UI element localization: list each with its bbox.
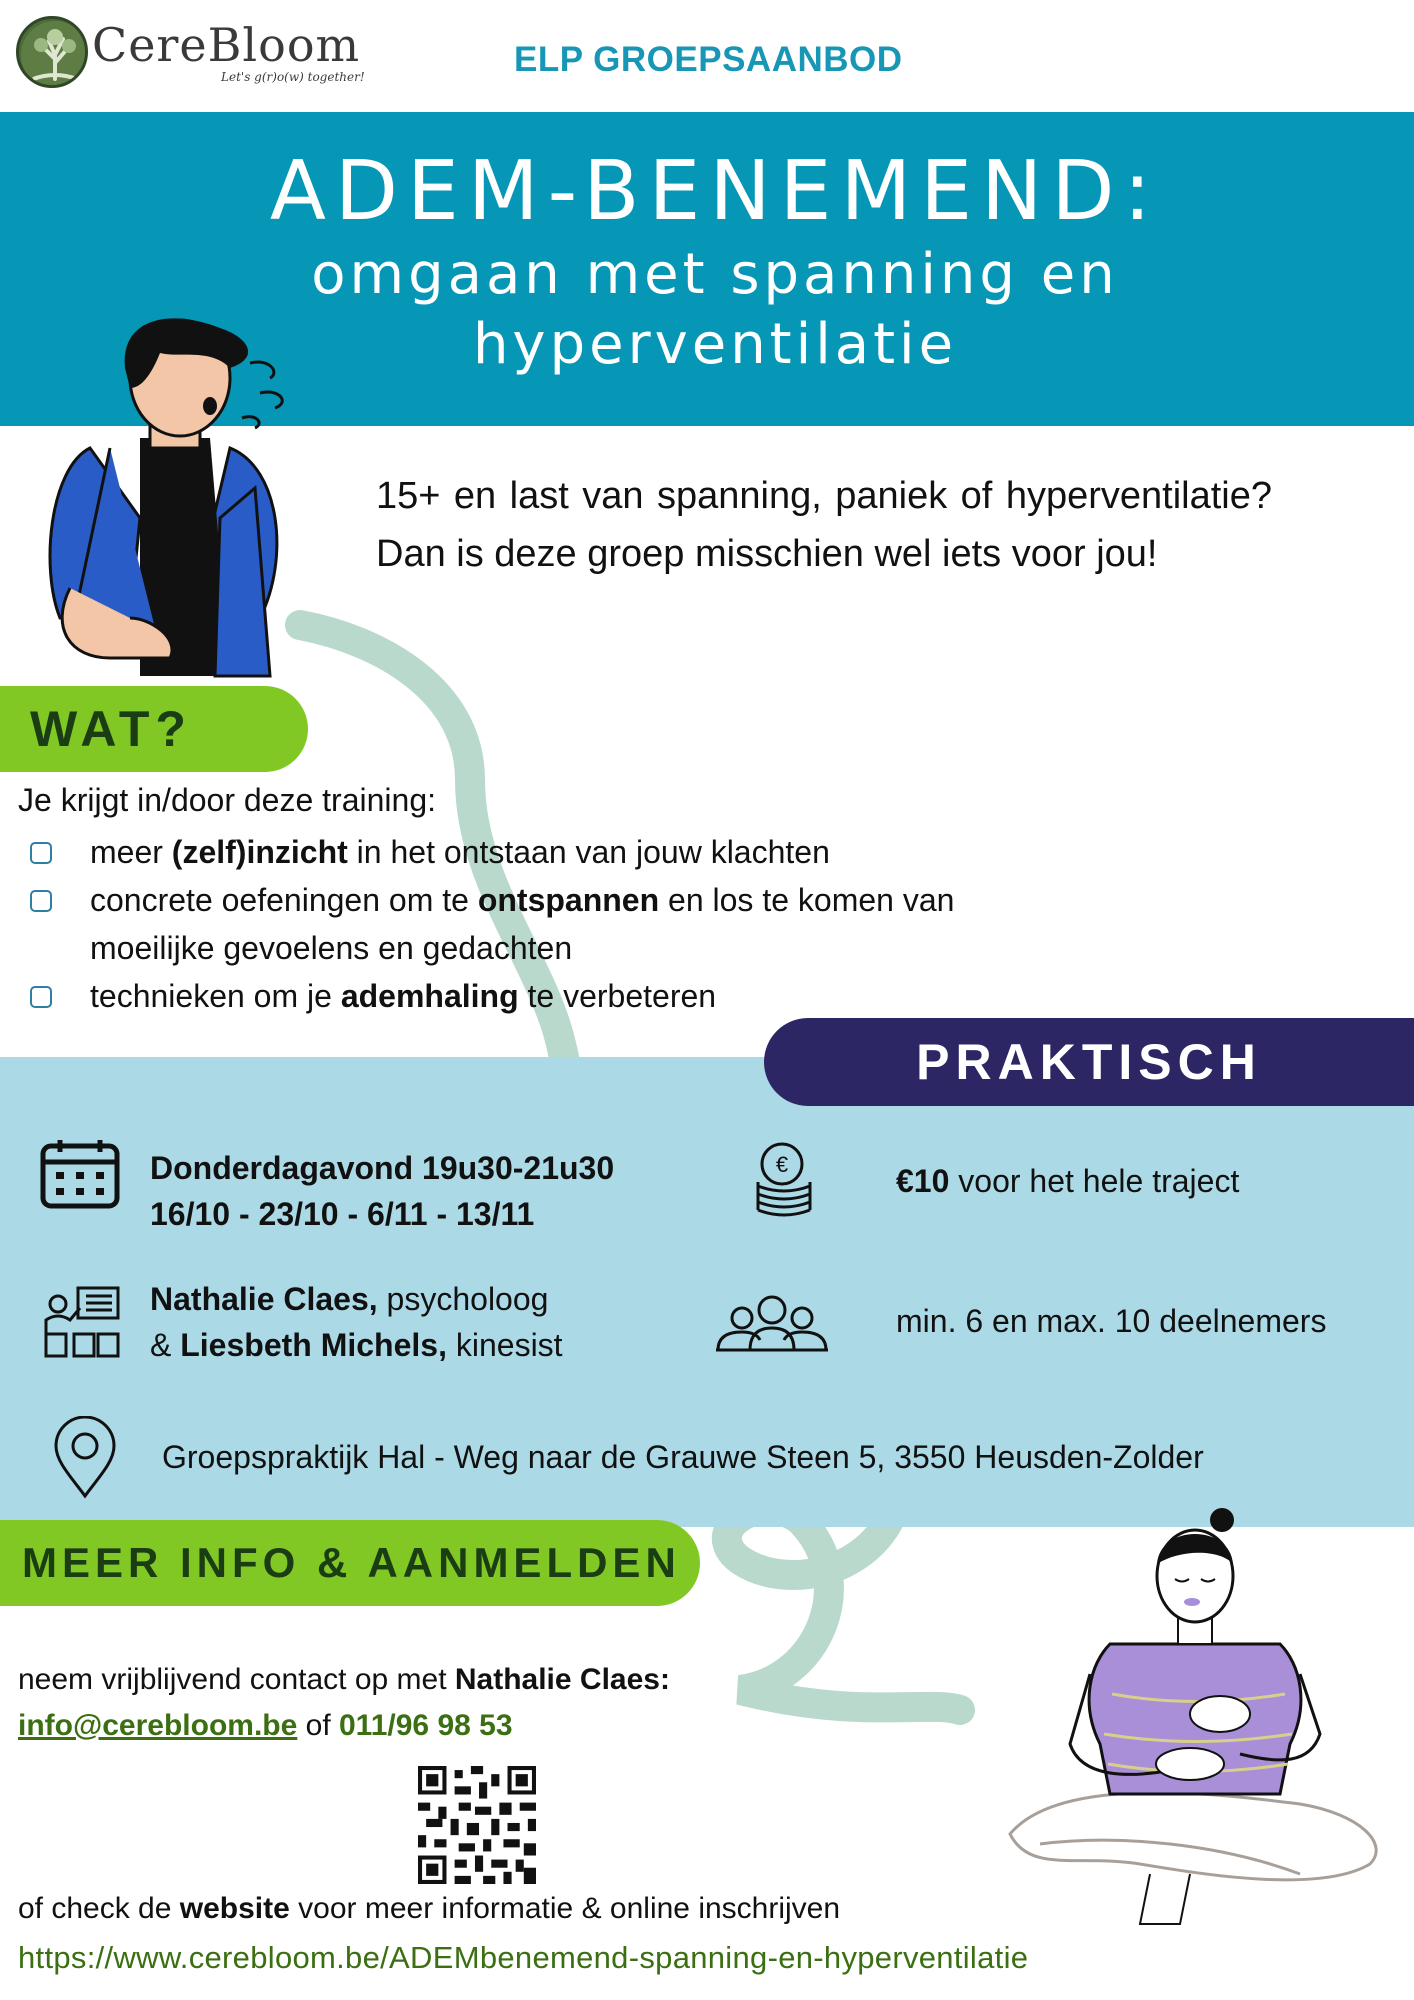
contact-line: neem vrijblijvend contact op met Nathalie Claes: [18,1663,670,1696]
wat-heading: WAT? [0,686,308,772]
group-size-text: min. 6 en max. 10 deelnemers [896,1303,1327,1339]
logo-name: CereBloom [92,18,361,72]
qr-code[interactable] [418,1766,536,1884]
page-title: ADEM-BENEMEND: [269,144,1161,239]
top-label: ELP GROEPSAANBOD [514,40,903,79]
subtitle-line-2: hyperventilatie [472,312,958,377]
phone-number[interactable]: 011/96 98 53 [339,1709,513,1742]
location-text: Groepspraktijk Hal - Weg naar de Grauwe Steen 5, 3550 Heusden-Zolder [162,1439,1204,1475]
price-description: voor het hele traject [949,1163,1240,1199]
svg-text:€: € [775,1152,789,1177]
price-text [896,1158,1239,1204]
schedule-text [150,1145,614,1237]
schedule-day: Donderdagavond 19u30-21u30 [150,1150,615,1186]
checkbox-icon [30,986,52,1008]
calendar-icon [40,1138,120,1210]
group-icon [714,1294,830,1352]
price-amount: €10 [896,1163,950,1199]
benefit-item: concrete oefeningen om te ontspannen en los te komen van moeilijke gevoelens en gedachten [30,876,1030,972]
trainer-2: & Liesbeth Michels, kinesist [150,1327,563,1363]
checkbox-icon [30,890,52,912]
tree-logo-icon [16,16,88,88]
breathless-man-illustration [30,318,340,680]
contact-block [18,1657,670,1749]
trainer-1: Nathalie Claes, psycholoog [150,1281,549,1317]
info-heading: MEER INFO & AANMELDEN [0,1520,700,1606]
email-link[interactable]: info@cerebloom.be [18,1709,298,1742]
praktisch-heading: PRAKTISCH [764,1018,1414,1106]
team-icon [44,1284,122,1360]
coins-icon [748,1140,820,1220]
benefit-item: technieken om je ademhaling te verbeteren [30,972,1030,1020]
subtitle-line-1: omgaan met spanning en [311,242,1119,307]
intro-text: 15+ en last van spanning, paniek of hyperventilatie? Dan is deze groep misschien wel iets voor jou! [376,475,1272,575]
checkbox-icon [30,842,52,864]
logo-tagline: Let's g(r)o(w) together! [221,70,365,84]
website-line: of check de website voor meer informatie & online inschrijven [18,1892,841,1925]
benefit-item: meer (zelf)inzicht in het ontstaan van jouw klachten [30,828,1030,876]
trainers-text [150,1276,563,1368]
contact-details: info@cerebloom.be of 011/96 98 53 [18,1709,513,1742]
cerebloom-logo[interactable] [16,14,365,90]
meditating-woman-illustration [1000,1494,1394,1934]
schedule-dates: 16/10 - 23/10 - 6/11 - 13/11 [150,1196,535,1232]
benefits-list [30,828,1030,1020]
website-url-link[interactable]: https://www.cerebloom.be/ADEMbenemend-spanning-en-hyperventilatie [18,1940,1029,1975]
wat-intro: Je krijgt in/door deze training: [18,782,436,818]
location-pin-icon [52,1416,118,1500]
